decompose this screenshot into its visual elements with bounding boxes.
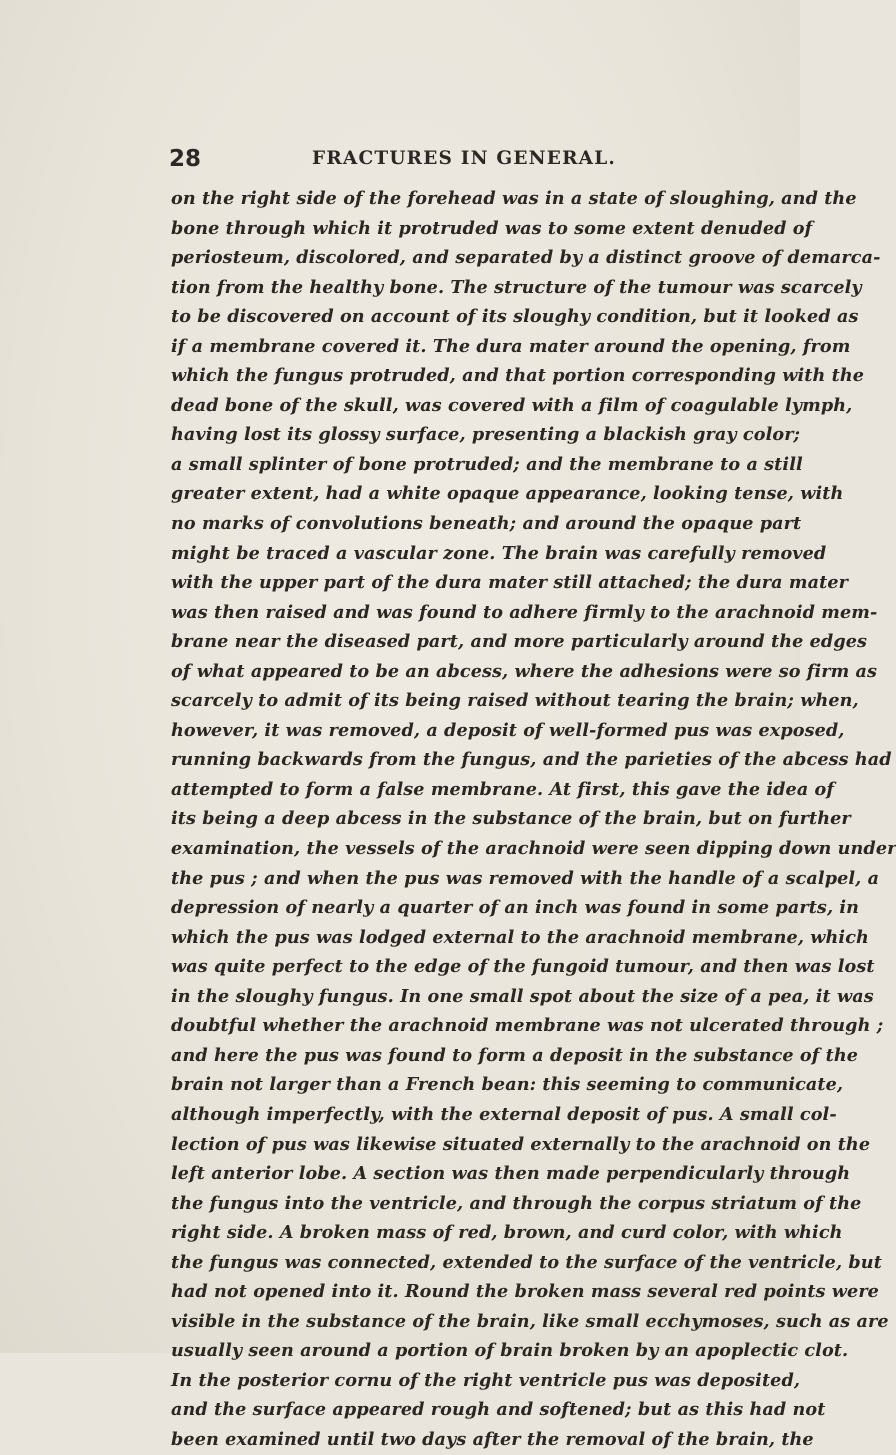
text-line: was then raised and was found to adhere firmly to the arachnoid mem- — [171, 601, 878, 623]
text-line: which the fungus protruded, and that portion corresponding with the — [171, 365, 865, 387]
text-line: examination, the vessels of the arachnoid were seen dipping down under — [171, 838, 896, 860]
text-line: with the upper part of the dura mater still attached; the dura mater — [171, 572, 849, 594]
text-line: tion from the healthy bone. The structure of the tumour was scarcely — [171, 276, 862, 298]
text-line: the pus ; and when the pus was removed with the handle of a scalpel, a — [171, 867, 880, 889]
text-line: if a membrane covered it. The dura mater around the opening, from — [171, 335, 851, 357]
text-line: and the surface appeared rough and softened; but as this had not — [171, 1399, 826, 1421]
text-line: brane near the diseased part, and more particularly around the edges — [171, 631, 868, 653]
text-line: greater extent, had a white opaque appearance, looking tense, with — [171, 483, 844, 505]
text-line: running backwards from the fungus, and the parieties of the abcess had — [171, 749, 892, 771]
text-line: its being a deep abcess in the substance of the brain, but on further — [171, 808, 851, 830]
text-line: of what appeared to be an abcess, where the adhesions were so firm as — [171, 660, 878, 682]
text-line: right side. A broken mass of red, brown, and curd color, with which — [171, 1222, 843, 1244]
text-line: was quite perfect to the edge of the fungoid tumour, and then was lost — [171, 956, 875, 978]
text-line: usually seen around a portion of brain broken by an apoplectic clot. — [171, 1340, 849, 1362]
text-line: dead bone of the skull, was covered with a film of coagulable lymph, — [171, 394, 853, 416]
text-line: periosteum, discolored, and separated by a distinct groove of demarca- — [171, 247, 881, 269]
text-line: although imperfectly, with the external deposit of pus. A small col- — [171, 1103, 837, 1125]
page-number: 28 — [169, 146, 202, 172]
text-line: however, it was removed, a deposit of well-formed pus was exposed, — [171, 719, 845, 741]
running-head: FRACTURES IN GENERAL. — [312, 148, 617, 169]
text-line: having lost its glossy surface, presenting a blackish gray color; — [171, 424, 801, 446]
text-line: and here the pus was found to form a deposit in the substance of the — [171, 1044, 859, 1066]
text-line: depression of nearly a quarter of an inch was found in some parts, in — [171, 897, 860, 919]
text-line: to be discovered on account of its sloughy condition, but it looked as — [171, 306, 859, 328]
text-line: lection of pus was likewise situated externally to the arachnoid on the — [171, 1133, 871, 1155]
text-line: left anterior lobe. A section was then made perpendicularly through — [171, 1163, 851, 1185]
text-line: in the sloughy fungus. In one small spot about the size of a pea, it was — [171, 985, 874, 1007]
text-line: attempted to form a false membrane. At first, this gave the idea of — [171, 778, 835, 800]
text-line: might be traced a vascular zone. The brain was carefully removed — [171, 542, 827, 564]
text-line: which the pus was lodged external to the arachnoid membrane, which — [171, 926, 869, 948]
text-line: the fungus into the ventricle, and through the corpus striatum of the — [171, 1192, 862, 1214]
page-header — [169, 146, 729, 174]
text-line: had not opened into it. Round the broken mass several red points were — [171, 1281, 879, 1303]
text-line: scarcely to admit of its being raised without tearing the brain; when, — [171, 690, 859, 712]
text-line: no marks of convolutions beneath; and around the opaque part — [171, 513, 802, 535]
text-line: been examined until two days after the removal of the brain, the — [171, 1428, 814, 1450]
text-line: on the right side of the forehead was in a state of sloughing, and the — [171, 188, 857, 209]
text-line: a small splinter of bone protruded; and the membrane to a still — [171, 453, 803, 475]
text-line: doubtful whether the arachnoid membrane was not ulcerated through ; — [171, 1015, 884, 1037]
body-text — [171, 184, 896, 1455]
text-line: bone through which it protruded was to some extent denuded of — [171, 217, 813, 239]
text-line: the fungus was connected, extended to the surface of the ventricle, but — [171, 1251, 882, 1273]
text-line: visible in the substance of the brain, like small ecchymoses, such as are — [171, 1310, 889, 1332]
text-line: brain not larger than a French bean: this seeming to communicate, — [171, 1074, 844, 1096]
text-line: In the posterior cornu of the right ventricle pus was deposited, — [171, 1369, 801, 1391]
